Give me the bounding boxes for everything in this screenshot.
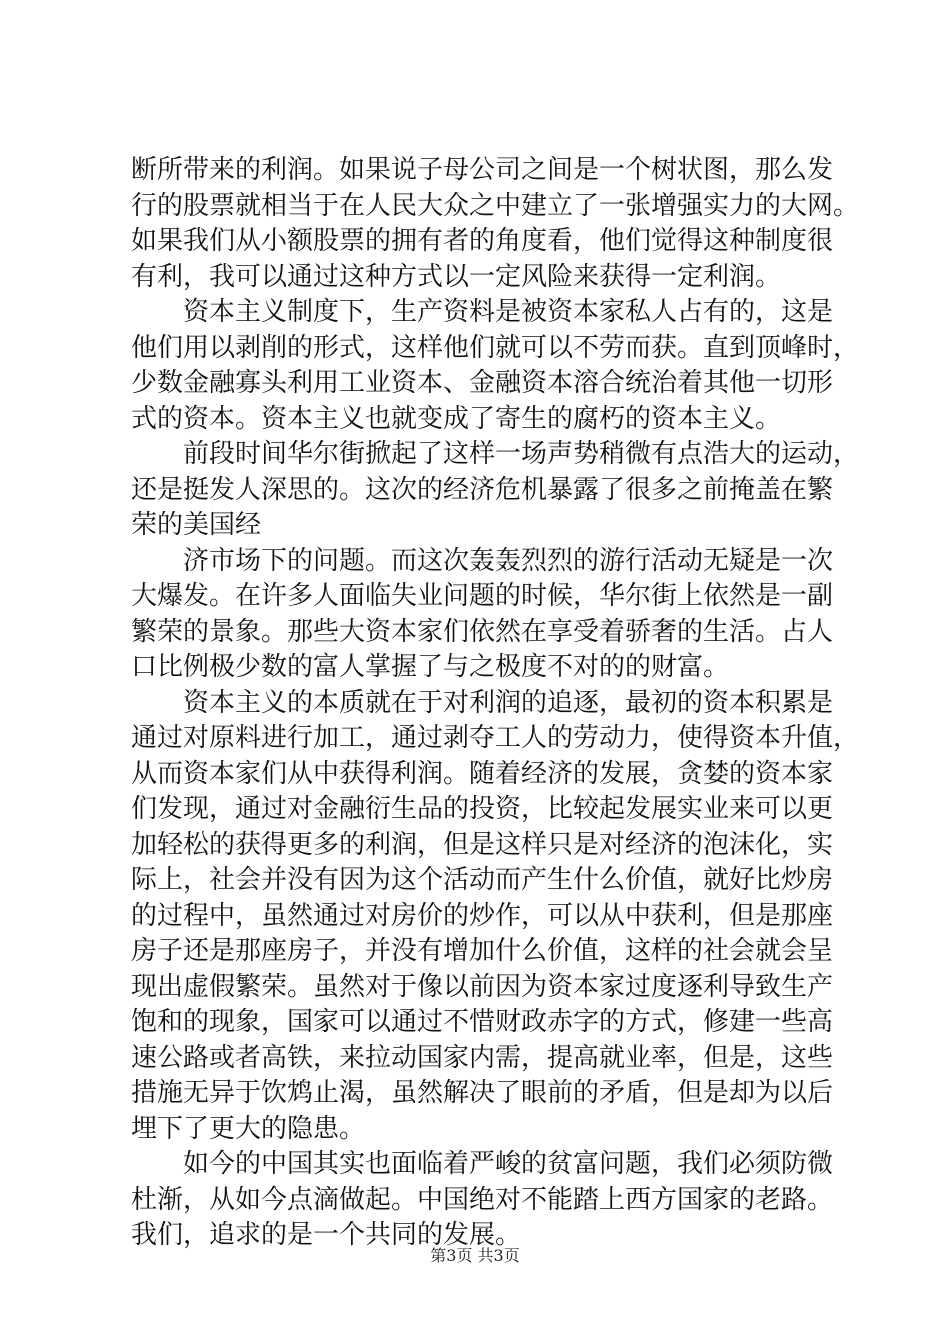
text-line: 加轻松的获得更多的利润，但是这样只是对经济的泡沫化，实 bbox=[131, 829, 834, 860]
text-line: 杜渐，从如今点滴做起。中国绝对不能踏上西方国家的老路。 bbox=[131, 1184, 834, 1215]
text-line: 济市场下的问题。而这次轰轰烈烈的游行活动无疑是一次 bbox=[183, 545, 834, 576]
text-line: 饱和的现象，国家可以通过不惜财政赤字的方式，修建一些高 bbox=[131, 1007, 834, 1037]
text-line: 如今的中国其实也面临着严峻的贫富问题，我们必须防微 bbox=[183, 1149, 834, 1179]
text-line: 断所带来的利润。如果说子母公司之间是一个树状图，那么发 bbox=[131, 155, 834, 185]
text-line: 现出虚假繁荣。虽然对于像以前因为资本家过度逐利导致生产 bbox=[131, 971, 834, 1002]
text-line: 们发现，通过对金融衍生品的投资，比较起发展实业来可以更 bbox=[131, 794, 834, 824]
text-line: 前段时间华尔街掀起了这样一场声势稍微有点浩大的运动， bbox=[183, 439, 860, 469]
text-line: 房子还是那座房子，并没有增加什么价值，这样的社会就会呈 bbox=[131, 936, 834, 966]
text-line: 从而资本家们从中获得利润。随着经济的发展，贪婪的资本家 bbox=[131, 758, 834, 789]
text-line: 荣的美国经 bbox=[131, 510, 262, 540]
text-line: 行的股票就相当于在人民大众之中建立了一张增强实力的大网。 bbox=[131, 190, 860, 221]
text-line: 有利，我可以通过这种方式以一定风险来获得一定利润。 bbox=[131, 261, 782, 292]
text-line: 少数金融寡头利用工业资本、金融资本溶合统治着其他一切形 bbox=[131, 368, 834, 398]
text-line: 际上，社会并没有因为这个活动而产生什么价值，就好比炒房 bbox=[131, 865, 834, 895]
text-line: 速公路或者高铁，来拉动国家内需，提高就业率，但是，这些 bbox=[131, 1042, 834, 1073]
text-line: 资本主义的本质就在于对利润的追逐，最初的资本积累是 bbox=[183, 687, 834, 718]
text-line: 大爆发。在许多人面临失业问题的时候，华尔街上依然是一副 bbox=[131, 581, 834, 611]
text-line: 还是挺发人深思的。这次的经济危机暴露了很多之前掩盖在繁 bbox=[131, 474, 834, 505]
body-text bbox=[131, 153, 860, 1254]
text-line: 口比例极少数的富人掌握了与之极度不对的的财富。 bbox=[131, 652, 730, 682]
text-line: 他们用以剥削的形式，这样他们就可以不劳而获。直到顶峰时， bbox=[131, 332, 860, 363]
text-line: 措施无异于饮鸩止渴，虽然解决了眼前的矛盾，但是却为以后 bbox=[131, 1078, 834, 1108]
text-line: 的过程中，虽然通过对房价的炒作，可以从中获利，但是那座 bbox=[131, 900, 834, 931]
text-line: 式的资本。资本主义也就变成了寄生的腐朽的资本主义。 bbox=[131, 403, 782, 434]
text-line: 如果我们从小额股票的拥有者的角度看，他们觉得这种制度很 bbox=[131, 226, 834, 256]
text-line: 通过对原料进行加工，通过剥夺工人的劳动力，使得资本升值， bbox=[131, 723, 860, 753]
page-footer: 第3页 共3页 bbox=[430, 1246, 520, 1265]
text-line: 繁荣的景象。那些大资本家们依然在享受着骄奢的生活。占人 bbox=[131, 616, 834, 647]
text-line: 埋下了更大的隐患。 bbox=[131, 1113, 366, 1144]
text-line: 我们，追求的是一个共同的发展。 bbox=[131, 1220, 522, 1250]
text-line: 资本主义制度下，生产资料是被资本家私人占有的，这是 bbox=[183, 297, 834, 327]
